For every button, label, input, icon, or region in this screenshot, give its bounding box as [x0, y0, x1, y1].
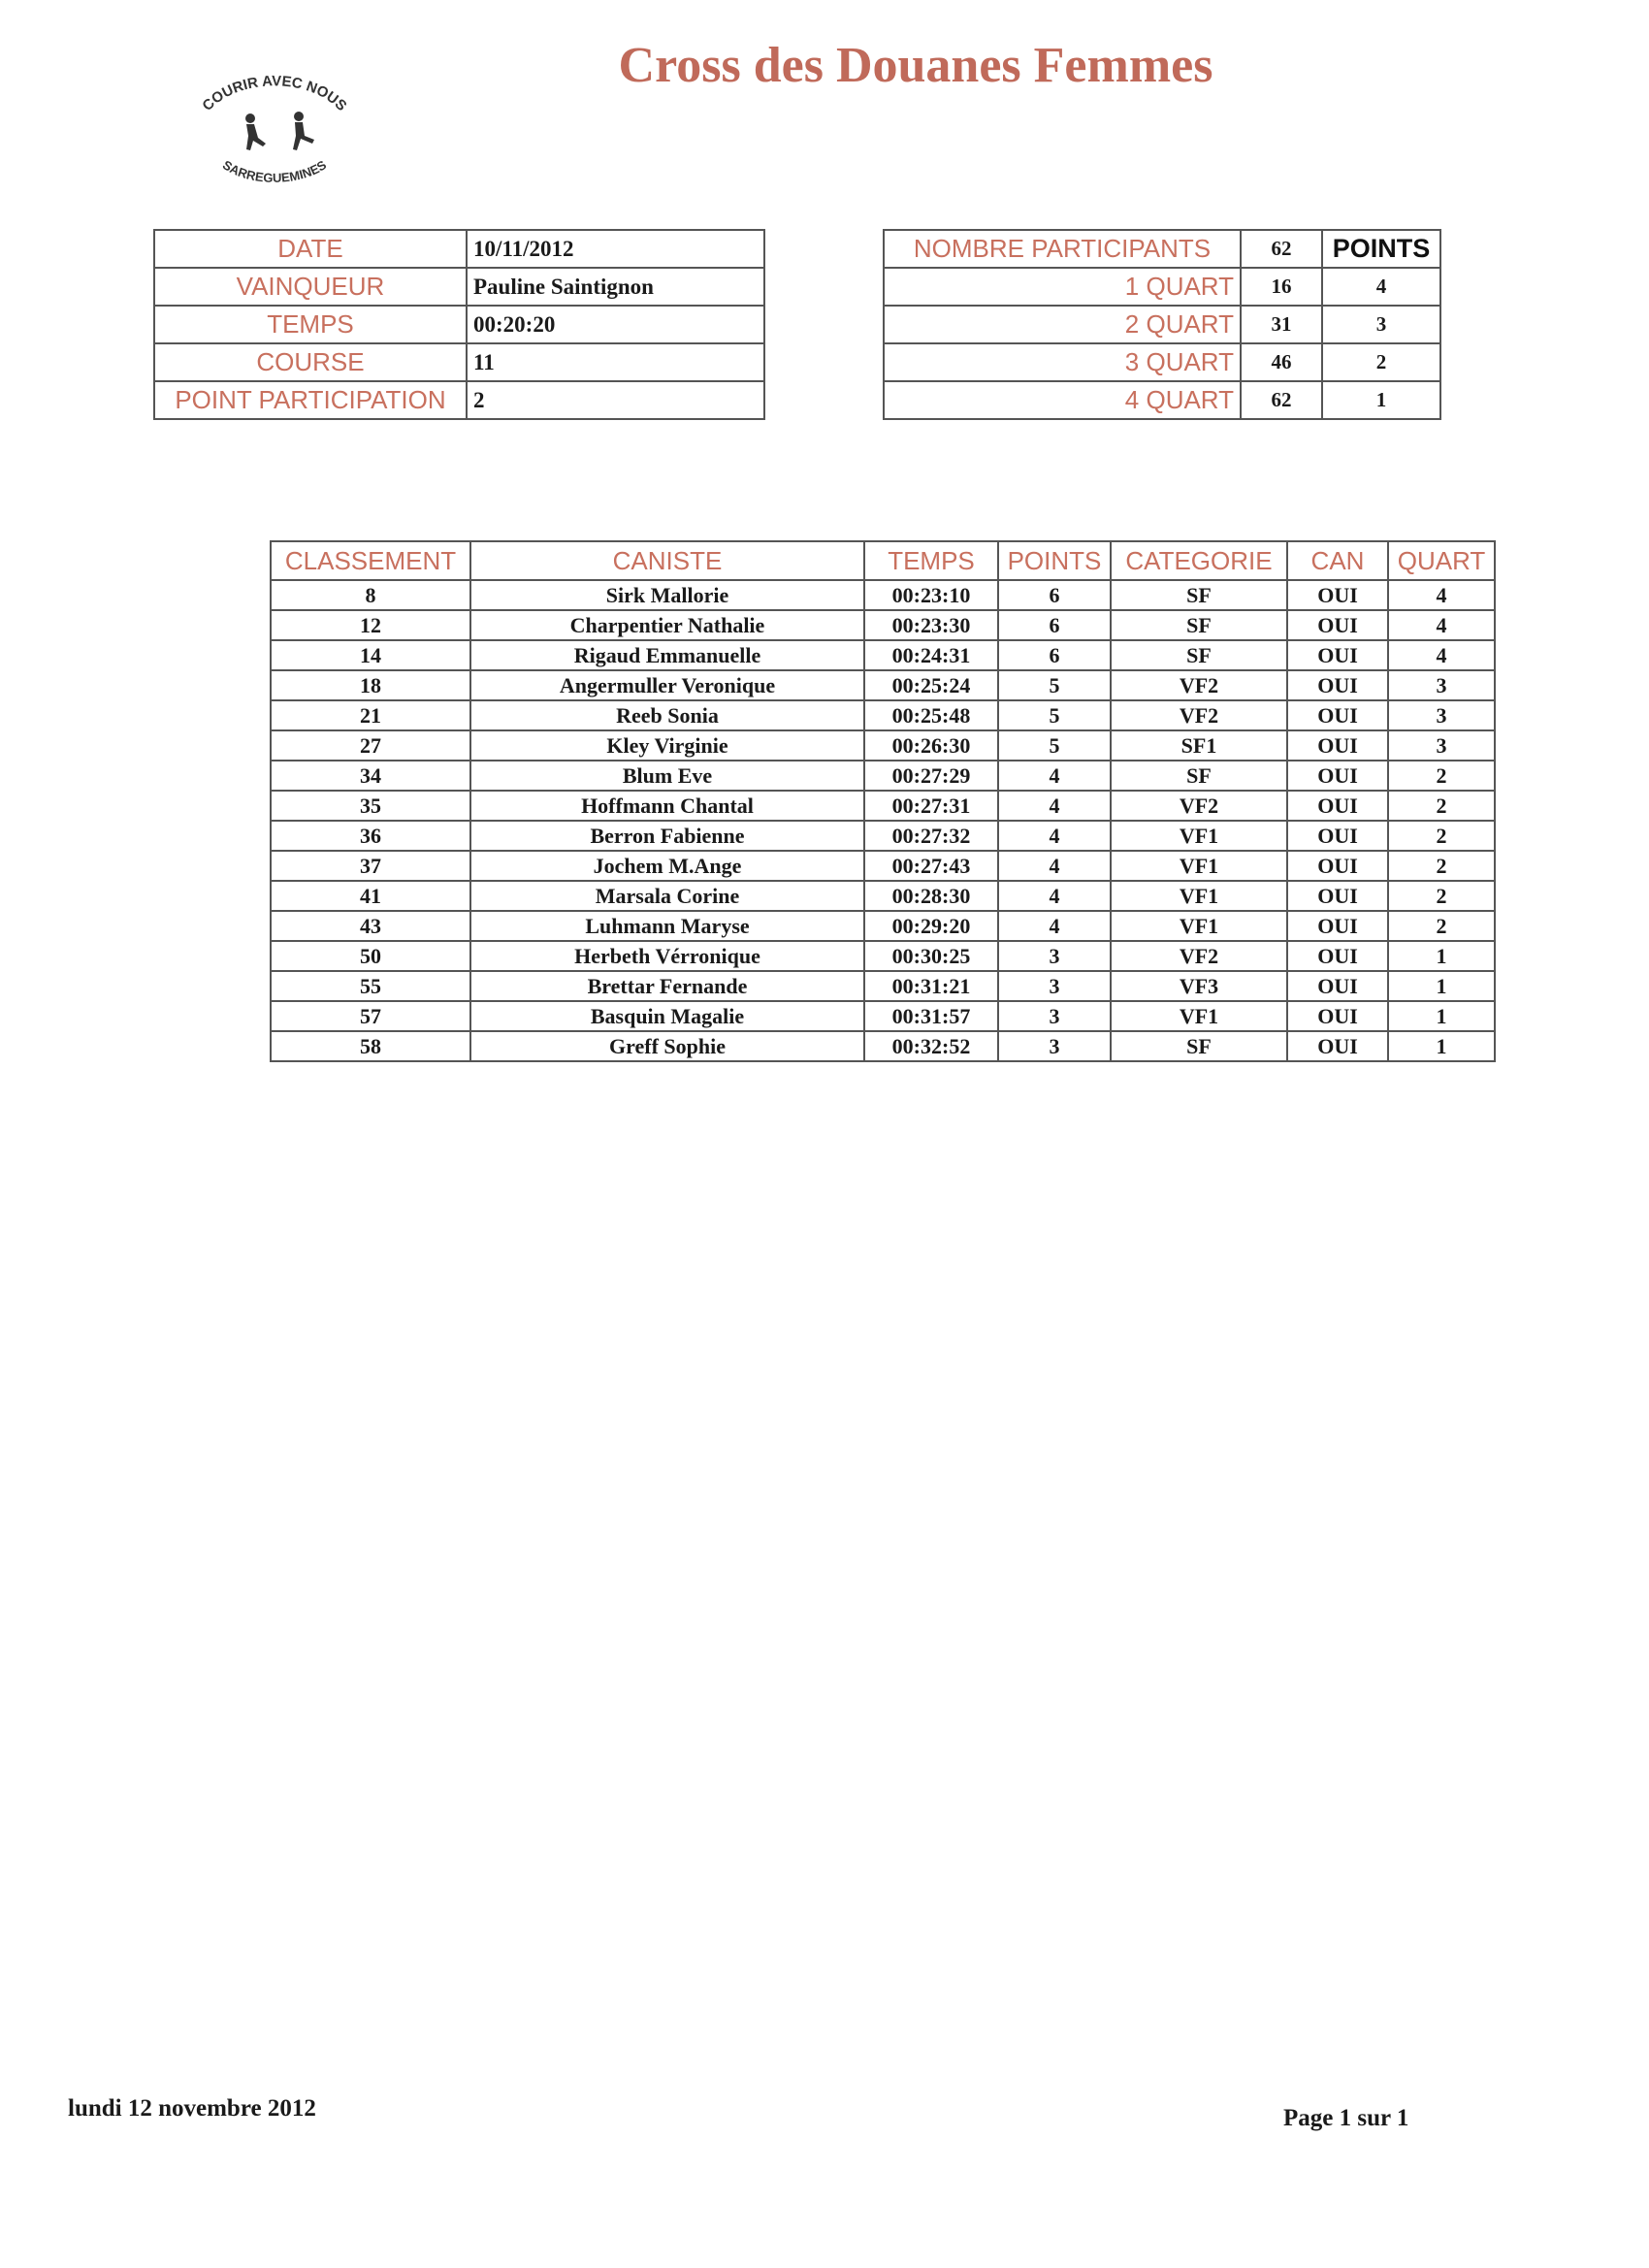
cell-name: Blum Eve — [470, 761, 864, 791]
cell-points: 3 — [998, 1001, 1111, 1031]
cell-name: Reeb Sonia — [470, 700, 864, 730]
cell-rank: 8 — [271, 580, 470, 610]
info-label: TEMPS — [154, 306, 467, 343]
cell-quart: 2 — [1388, 761, 1495, 791]
cell-time: 00:23:10 — [864, 580, 998, 610]
cell-quart: 2 — [1388, 851, 1495, 881]
svg-text:COURIR AVEC NOUS: COURIR AVEC NOUS — [199, 73, 350, 114]
cell-quart: 1 — [1388, 1001, 1495, 1031]
points-header: POINTS — [1322, 230, 1440, 268]
svg-text:SARREGUEMINES: SARREGUEMINES — [219, 157, 330, 185]
cell-name: Charpentier Nathalie — [470, 610, 864, 640]
table-row — [271, 640, 1495, 670]
cell-can: OUI — [1287, 580, 1388, 610]
cell-name: Greff Sophie — [470, 1031, 864, 1061]
cell-can: OUI — [1287, 911, 1388, 941]
cell-can: OUI — [1287, 881, 1388, 911]
cell-points: 3 — [998, 1031, 1111, 1061]
cell-can: OUI — [1287, 610, 1388, 640]
cell-points: 4 — [998, 821, 1111, 851]
cell-time: 00:28:30 — [864, 881, 998, 911]
info-row-winner — [154, 268, 764, 306]
cell-name: Sirk Mallorie — [470, 580, 864, 610]
table-row — [271, 911, 1495, 941]
cell-quart: 2 — [1388, 881, 1495, 911]
cell-time: 00:27:43 — [864, 851, 998, 881]
cell-points: 6 — [998, 580, 1111, 610]
cell-category: VF1 — [1111, 911, 1287, 941]
quart-points: 1 — [1322, 381, 1440, 419]
cell-name: Kley Virginie — [470, 730, 864, 761]
cell-quart: 3 — [1388, 670, 1495, 700]
info-label: DATE — [154, 230, 467, 268]
cell-category: VF1 — [1111, 1001, 1287, 1031]
info-value: 10/11/2012 — [467, 230, 764, 268]
cell-time: 00:27:29 — [864, 761, 998, 791]
info-value: 00:20:20 — [467, 306, 764, 343]
results-header-row — [271, 541, 1495, 580]
cell-quart: 4 — [1388, 580, 1495, 610]
cell-category: VF1 — [1111, 851, 1287, 881]
table-row — [271, 971, 1495, 1001]
cell-name: Luhmann Maryse — [470, 911, 864, 941]
cell-points: 4 — [998, 851, 1111, 881]
column-header-quart: QUART — [1388, 541, 1495, 580]
cell-rank: 57 — [271, 1001, 470, 1031]
cell-can: OUI — [1287, 821, 1388, 851]
quart-points: 2 — [1322, 343, 1440, 381]
cell-points: 4 — [998, 791, 1111, 821]
race-info-table — [153, 229, 765, 420]
cell-points: 5 — [998, 730, 1111, 761]
cell-rank: 36 — [271, 821, 470, 851]
quart-label: 1 QUART — [884, 268, 1241, 306]
quart-row — [884, 306, 1440, 343]
table-row — [271, 851, 1495, 881]
cell-name: Marsala Corine — [470, 881, 864, 911]
page-number: Page 1 sur 1 — [1283, 2105, 1409, 2131]
cell-rank: 58 — [271, 1031, 470, 1061]
cell-rank: 35 — [271, 791, 470, 821]
cell-points: 4 — [998, 881, 1111, 911]
cell-quart: 1 — [1388, 1031, 1495, 1061]
cell-can: OUI — [1287, 1001, 1388, 1031]
page-title: Cross des Douanes Femmes — [618, 38, 1213, 93]
cell-quart: 3 — [1388, 700, 1495, 730]
info-value: Pauline Saintignon — [467, 268, 764, 306]
footer-date: lundi 12 novembre 2012 — [68, 2095, 316, 2122]
info-label: COURSE — [154, 343, 467, 381]
cell-name: Hoffmann Chantal — [470, 791, 864, 821]
quart-value: 16 — [1241, 268, 1322, 306]
info-value: 2 — [467, 381, 764, 419]
cell-quart: 4 — [1388, 640, 1495, 670]
cell-points: 4 — [998, 761, 1111, 791]
cell-name: Rigaud Emmanuelle — [470, 640, 864, 670]
cell-category: SF — [1111, 580, 1287, 610]
quart-label: 4 QUART — [884, 381, 1241, 419]
cell-points: 3 — [998, 941, 1111, 971]
quart-header-row — [884, 230, 1440, 268]
cell-rank: 43 — [271, 911, 470, 941]
cell-points: 6 — [998, 610, 1111, 640]
info-label: POINT PARTICIPATION — [154, 381, 467, 419]
cell-time: 00:26:30 — [864, 730, 998, 761]
table-row — [271, 881, 1495, 911]
results-body — [271, 580, 1495, 1061]
cell-rank: 12 — [271, 610, 470, 640]
cell-quart: 3 — [1388, 730, 1495, 761]
cell-can: OUI — [1287, 761, 1388, 791]
quart-row — [884, 381, 1440, 419]
cell-category: VF1 — [1111, 881, 1287, 911]
quart-points: 3 — [1322, 306, 1440, 343]
info-label: VAINQUEUR — [154, 268, 467, 306]
cell-can: OUI — [1287, 791, 1388, 821]
table-row — [271, 821, 1495, 851]
cell-rank: 50 — [271, 941, 470, 971]
cell-category: VF2 — [1111, 791, 1287, 821]
cell-rank: 37 — [271, 851, 470, 881]
cell-category: SF1 — [1111, 730, 1287, 761]
cell-time: 00:31:57 — [864, 1001, 998, 1031]
quart-value: 62 — [1241, 381, 1322, 419]
quart-value: 46 — [1241, 343, 1322, 381]
column-header-caniste: CANISTE — [470, 541, 864, 580]
cell-name: Angermuller Veronique — [470, 670, 864, 700]
quart-label: 3 QUART — [884, 343, 1241, 381]
cell-category: SF — [1111, 610, 1287, 640]
column-header-temps: TEMPS — [864, 541, 998, 580]
quart-row — [884, 268, 1440, 306]
cell-name: Brettar Fernande — [470, 971, 864, 1001]
cell-rank: 27 — [271, 730, 470, 761]
cell-name: Basquin Magalie — [470, 1001, 864, 1031]
cell-can: OUI — [1287, 1031, 1388, 1061]
participants-count: 62 — [1241, 230, 1322, 268]
quart-row — [884, 343, 1440, 381]
cell-time: 00:29:20 — [864, 911, 998, 941]
cell-points: 4 — [998, 911, 1111, 941]
cell-time: 00:30:25 — [864, 941, 998, 971]
column-header-classement: CLASSEMENT — [271, 541, 470, 580]
cell-can: OUI — [1287, 700, 1388, 730]
cell-time: 00:25:48 — [864, 700, 998, 730]
cell-name: Jochem M.Ange — [470, 851, 864, 881]
table-row — [271, 791, 1495, 821]
cell-can: OUI — [1287, 941, 1388, 971]
cell-time: 00:31:21 — [864, 971, 998, 1001]
cell-can: OUI — [1287, 851, 1388, 881]
cell-time: 00:27:32 — [864, 821, 998, 851]
cell-quart: 2 — [1388, 821, 1495, 851]
quart-points: 4 — [1322, 268, 1440, 306]
column-header-points: POINTS — [998, 541, 1111, 580]
cell-can: OUI — [1287, 670, 1388, 700]
cell-rank: 55 — [271, 971, 470, 1001]
table-row — [271, 941, 1495, 971]
cell-quart: 2 — [1388, 911, 1495, 941]
cell-rank: 41 — [271, 881, 470, 911]
cell-category: VF2 — [1111, 700, 1287, 730]
quart-points-table — [883, 229, 1441, 420]
table-row — [271, 1001, 1495, 1031]
cell-time: 00:23:30 — [864, 610, 998, 640]
table-row — [271, 1031, 1495, 1061]
info-row-date — [154, 230, 764, 268]
column-header-categorie: CATEGORIE — [1111, 541, 1287, 580]
table-row — [271, 610, 1495, 640]
cell-category: SF — [1111, 761, 1287, 791]
table-row — [271, 580, 1495, 610]
cell-quart: 1 — [1388, 971, 1495, 1001]
cell-time: 00:32:52 — [864, 1031, 998, 1061]
table-row — [271, 700, 1495, 730]
cell-category: VF2 — [1111, 941, 1287, 971]
cell-can: OUI — [1287, 640, 1388, 670]
cell-can: OUI — [1287, 730, 1388, 761]
cell-rank: 18 — [271, 670, 470, 700]
info-value: 11 — [467, 343, 764, 381]
cell-points: 5 — [998, 670, 1111, 700]
info-row-course — [154, 343, 764, 381]
cell-category: VF2 — [1111, 670, 1287, 700]
info-row-time — [154, 306, 764, 343]
cell-points: 6 — [998, 640, 1111, 670]
cell-time: 00:24:31 — [864, 640, 998, 670]
cell-category: VF1 — [1111, 821, 1287, 851]
table-row — [271, 670, 1495, 700]
cell-points: 3 — [998, 971, 1111, 1001]
info-row-participation — [154, 381, 764, 419]
table-row — [271, 730, 1495, 761]
cell-rank: 21 — [271, 700, 470, 730]
column-header-can: CAN — [1287, 541, 1388, 580]
cell-can: OUI — [1287, 971, 1388, 1001]
cell-quart: 2 — [1388, 791, 1495, 821]
cell-rank: 34 — [271, 761, 470, 791]
cell-time: 00:27:31 — [864, 791, 998, 821]
cell-name: Herbeth Vérronique — [470, 941, 864, 971]
participants-label: NOMBRE PARTICIPANTS — [884, 230, 1241, 268]
cell-category: VF3 — [1111, 971, 1287, 1001]
results-table — [270, 540, 1496, 1062]
cell-rank: 14 — [271, 640, 470, 670]
table-row — [271, 761, 1495, 791]
cell-quart: 1 — [1388, 941, 1495, 971]
cell-quart: 4 — [1388, 610, 1495, 640]
cell-name: Berron Fabienne — [470, 821, 864, 851]
cell-time: 00:25:24 — [864, 670, 998, 700]
cell-points: 5 — [998, 700, 1111, 730]
cell-category: SF — [1111, 640, 1287, 670]
quart-label: 2 QUART — [884, 306, 1241, 343]
cell-category: SF — [1111, 1031, 1287, 1061]
quart-value: 31 — [1241, 306, 1322, 343]
